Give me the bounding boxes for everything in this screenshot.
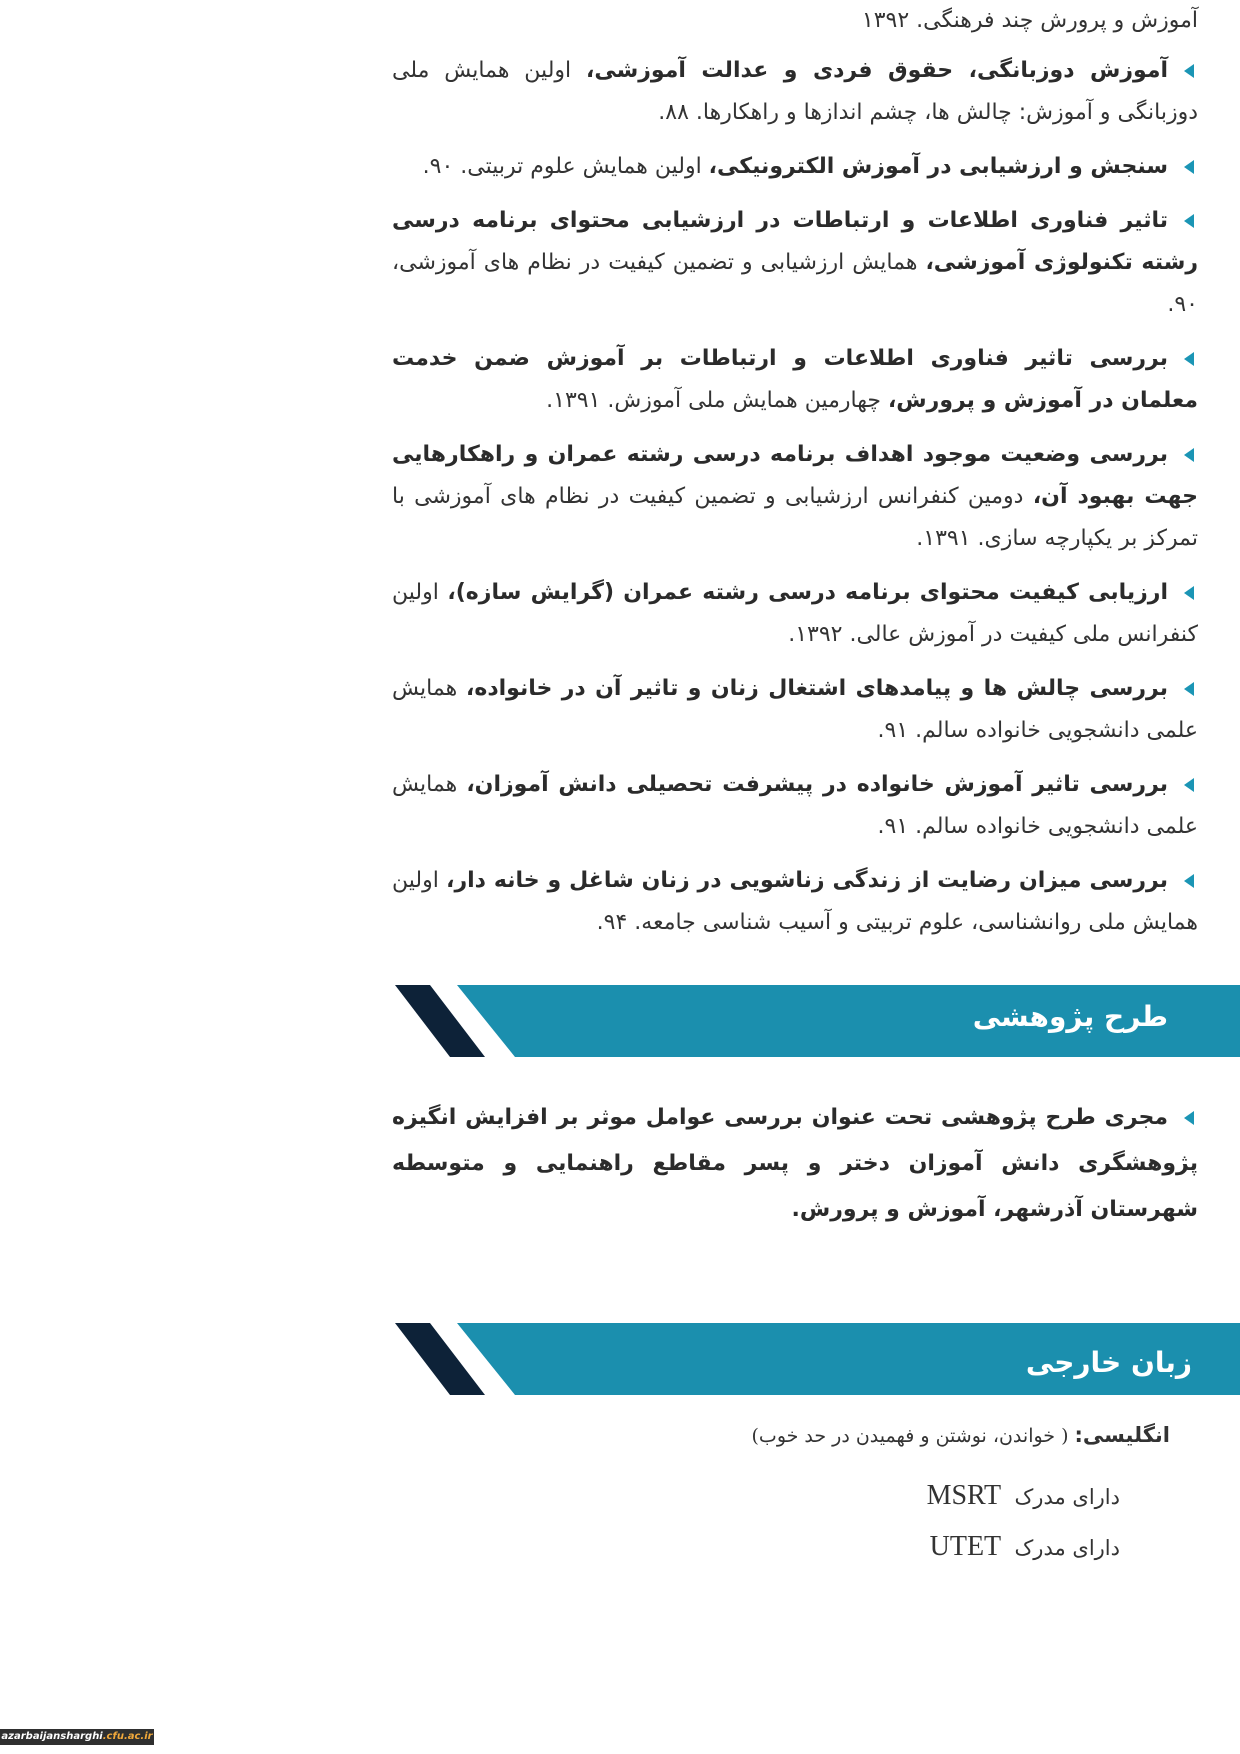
publication-venue: اولین همایش ملی دوزبانگی و آموزش: چالش ها، چشم اندازها و راهکارها. ۸۸.: [392, 58, 1198, 125]
language-section: [392, 1412, 1198, 1573]
certificate-line: [392, 1522, 1120, 1573]
publication-title: ارزیابی کیفیت محتوای برنامه درسی رشته عمران (گرایش سازه)،: [447, 580, 1168, 605]
publications-list: [392, 0, 1198, 956]
english-line: [392, 1412, 1170, 1459]
research-project: [392, 1095, 1198, 1245]
section-heading: طرح پژوهشی: [972, 1000, 1168, 1033]
triangle-bullet-icon: [1184, 586, 1194, 600]
triangle-bullet-icon: [1184, 214, 1194, 228]
certificate-line: [392, 1471, 1120, 1522]
publication-title: سنجش و ارزشیابی در آموزش الکترونیکی،: [708, 154, 1168, 179]
publication-continuation: آموزش و پرورش چند فرهنگی. ۱۳۹۲: [861, 8, 1198, 33]
english-label: انگلیسی:: [1074, 1423, 1170, 1447]
publication-item: [392, 668, 1198, 752]
publication-item: [392, 764, 1198, 848]
publication-venue: اولین کنفرانس ملی کیفیت در آموزش عالی. ۱۳۹۲.: [392, 580, 1198, 647]
publication-item: [392, 572, 1198, 656]
triangle-bullet-icon: [1184, 778, 1194, 792]
certificate-prefix: دارای مدرک: [1014, 1485, 1120, 1509]
publication-title: آموزش دوزبانگی، حقوق فردی و عدالت آموزشی،: [586, 58, 1168, 83]
publication-title: بررسی وضعیت موجود اهداف برنامه درسی رشته عمران و راهکارهایی جهت بهبود آن،: [392, 442, 1198, 509]
publication-title: تاثیر فناوری اطلاعات و ارتباطات در ارزشیابی محتوای برنامه درسی رشته تکنولوژی آموزشی،: [392, 208, 1198, 275]
publication-venue: اولین همایش علوم تربیتی. ۹۰.: [422, 154, 709, 179]
section-banner-research: [395, 985, 1240, 1057]
publication-title: بررسی میزان رضایت از زندگی زناشویی در زنان شاغل و خانه دار،: [446, 868, 1168, 893]
english-level: ( خواندن، نوشتن و فهمیدن در حد خوب): [751, 1425, 1075, 1447]
footer-domain-tag: [0, 1729, 154, 1745]
research-text: مجری طرح پژوهشی تحت عنوان بررسی عوامل موثر بر افزایش انگیزه پژوهشگری دانش آموزان دختر و پسر مقاطع راهنمایی و متوسطه شهرستان آذرشهر، آموزش و پرورش.: [392, 1105, 1198, 1222]
publication-venue: همایش علمی دانشجویی خانواده سالم. ۹۱.: [392, 676, 1198, 743]
certificate-code: UTET: [929, 1531, 1002, 1562]
publication-venue: چهارمین همایش ملی آموزش. ۱۳۹۱.: [546, 388, 888, 413]
publication-item: [392, 434, 1198, 560]
triangle-bullet-icon: [1184, 448, 1194, 462]
research-item: [392, 1095, 1198, 1233]
footer-domain: azarbaijansharghi: [1, 1731, 103, 1742]
publication-venue: همایش ارزشیابی و تضمین کیفیت در نظام های آموزشی، ۹۰.: [392, 250, 1198, 317]
triangle-bullet-icon: [1184, 1111, 1194, 1125]
publication-venue: دومین کنفرانس ارزشیابی و تضمین کیفیت در نظام های آموزشی با تمرکز بر یکپارچه سازی. ۱۳۹۱.: [392, 484, 1198, 551]
publication-title: بررسی تاثیر آموزش خانواده در پیشرفت تحصیلی دانش آموزان،: [466, 772, 1169, 797]
publication-item: [392, 50, 1198, 134]
publication-venue: اولین همایش ملی روانشناسی، علوم تربیتی و آسیب شناسی جامعه. ۹۴.: [392, 868, 1198, 935]
footer-domain-suffix: .cfu.ac.ir: [102, 1731, 153, 1742]
publication-item: [392, 200, 1198, 326]
triangle-bullet-icon: [1184, 160, 1194, 174]
certificate-prefix: دارای مدرک: [1014, 1536, 1120, 1560]
publication-item: [392, 860, 1198, 944]
publication-title: بررسی چالش ها و پیامدهای اشتغال زنان و تاثیر آن در خانواده،: [465, 676, 1169, 701]
publication-title: بررسی تاثیر فناوری اطلاعات و ارتباطات بر آموزش ضمن خدمت معلمان در آموزش و پرورش،: [392, 346, 1198, 413]
certificate-code: MSRT: [926, 1480, 1002, 1511]
section-banner-language: [395, 1323, 1240, 1395]
section-heading: زبان خارجی: [1025, 1346, 1192, 1379]
triangle-bullet-icon: [1184, 352, 1194, 366]
publication-item: [392, 146, 1198, 188]
triangle-bullet-icon: [1184, 682, 1194, 696]
publication-venue: همایش علمی دانشجویی خانواده سالم. ۹۱.: [392, 772, 1198, 839]
triangle-bullet-icon: [1184, 64, 1194, 78]
publication-item: [392, 338, 1198, 422]
triangle-bullet-icon: [1184, 874, 1194, 888]
